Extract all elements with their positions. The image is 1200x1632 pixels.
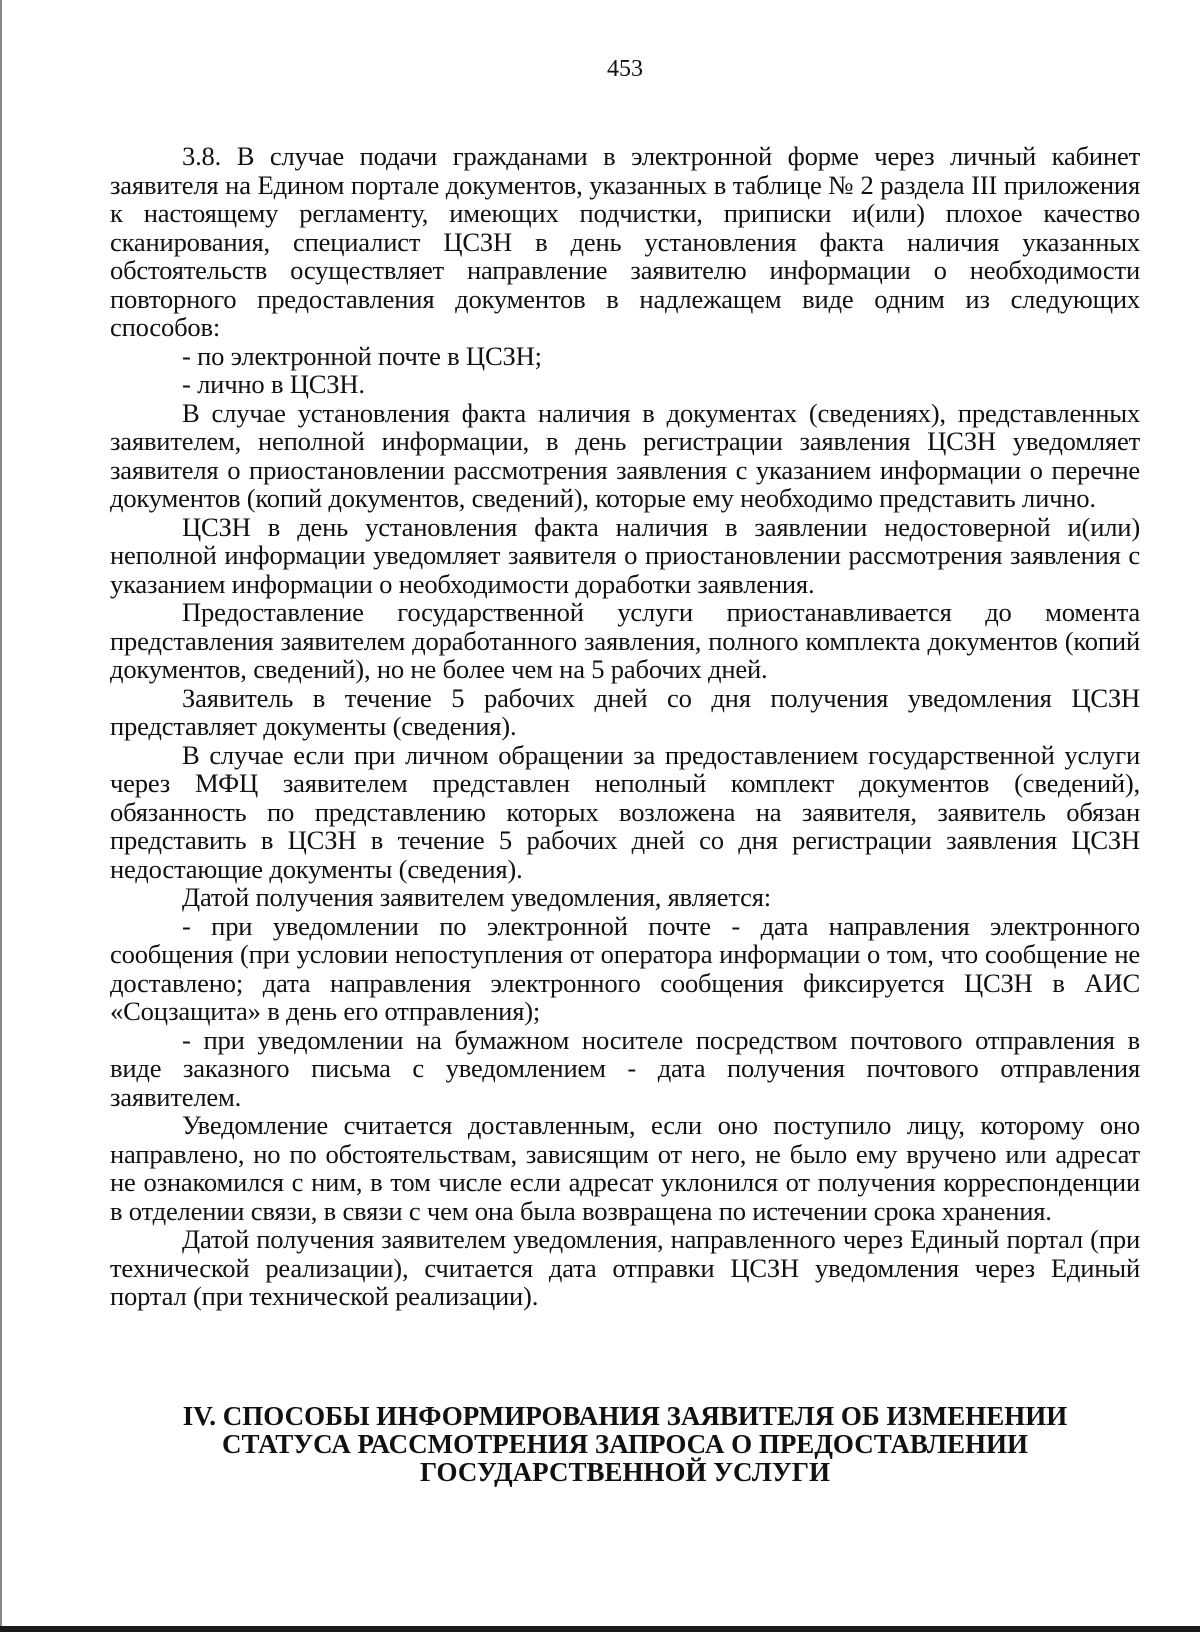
document-body xyxy=(110,142,1140,1311)
paragraph-delivered: Уведомление считается доставленным, если оно поступило лицу, которому оно направлено, но по обстоятельствам, зависящим от него, не было ему вручено или адресат не ознакомился с ним, в том числе если адресат уклонился от получения корреспонденции в отделении связи, в связи с чем она была возвращена по истечении срока хранения. xyxy=(110,1110,1140,1226)
paragraph-incomplete-info: В случае установления факта наличия в документах (сведениях), представленных заявителем, неполной информации, в день регистрации заявления ЦСЗН уведомляет заявителя о приостановлении рассмотрения заявления с указанием информации о перечне документов (копий документов, сведений), которые ему необходимо представить лично. xyxy=(110,397,1140,513)
section-heading-line-3: ГОСУДАРСТВЕННОЙ УСЛУГИ xyxy=(420,1457,830,1487)
section-heading-line-2: СТАТУСА РАССМОТРЕНИЯ ЗАПРОСА О ПРЕДОСТАВЛЕНИИ xyxy=(221,1429,1029,1459)
section-heading xyxy=(110,1402,1140,1486)
paragraph-3-8: 3.8. В случае подачи гражданами в электронной форме через личный кабинет заявителя на Едином портале документов, указанных в таблице № 2 раздела III приложения к настоящему регламенту, имеющих подчистки, приписки и(или) плохое качество сканирования, специалист ЦСЗН в день установления факта наличия указанных обстоятельств осуществляет направление заявителю информации о необходимости повторного предоставления документов в надлежащем виде одним из следующих способов: xyxy=(110,141,1140,342)
paragraph-applicant-submits: Заявитель в течение 5 рабочих дней со дня получения уведомления ЦСЗН представляет документы (сведения). xyxy=(110,682,1140,741)
list-item-in-person: - лично в ЦСЗН. xyxy=(182,369,365,399)
scan-bottom-edge xyxy=(0,1626,1200,1632)
list-item-email-notification: - при уведомлении по электронной почте - дата направления электронного сообщения (при условии непоступления от оператора информации о том, что сообщение не доставлено; дата направления электронного сообщения фиксируется ЦСЗН в АИС «Соцзащита» в день его отправления); xyxy=(110,910,1140,1026)
paragraph-mfc: В случае если при личном обращении за предоставлением государственной услуги через МФЦ заявителем представлен неполный комплект документов (сведений), обязанность по представлению которых возложена на заявителя, заявитель обязан представить в ЦСЗН в течение 5 рабочих дней со дня регистрации заявления ЦСЗН недостающие документы (сведения). xyxy=(110,739,1140,884)
scan-left-edge xyxy=(0,0,2,1632)
list-item-email: - по электронной почте в ЦСЗН; xyxy=(182,340,542,371)
paragraph-unreliable-info: ЦСЗН в день установления факта наличия в заявлении недостоверной и(или) неполной информации уведомляет заявителя о приостановлении рассмотрения заявления с указанием информации о необходимости доработки заявления. xyxy=(110,511,1140,599)
paragraph-portal-date: Датой получения заявителем уведомления, направленного через Единый портал (при технической реализации), считается дата отправки ЦСЗН уведомления через Единый портал (при технической реализации). xyxy=(110,1224,1140,1311)
list-item-paper-notification: - при уведомлении на бумажном носителе посредством почтового отправления в виде заказного письма с уведомлением - дата получения почтового отправления заявителем. xyxy=(110,1024,1140,1112)
page-number: 453 xyxy=(607,56,643,82)
paragraph-notification-date: Датой получения заявителем уведомления, является: xyxy=(182,882,771,912)
section-heading-line-1: IV. СПОСОБЫ ИНФОРМИРОВАНИЯ ЗАЯВИТЕЛЯ ОБ ИЗМЕНЕНИИ xyxy=(182,1401,1068,1431)
paragraph-suspension: Предоставление государственной услуги приостанавливается до момента представления заявителем доработанного заявления, полного комплекта документов (копий документов, сведений), но не более чем на 5 рабочих дней. xyxy=(110,597,1140,684)
